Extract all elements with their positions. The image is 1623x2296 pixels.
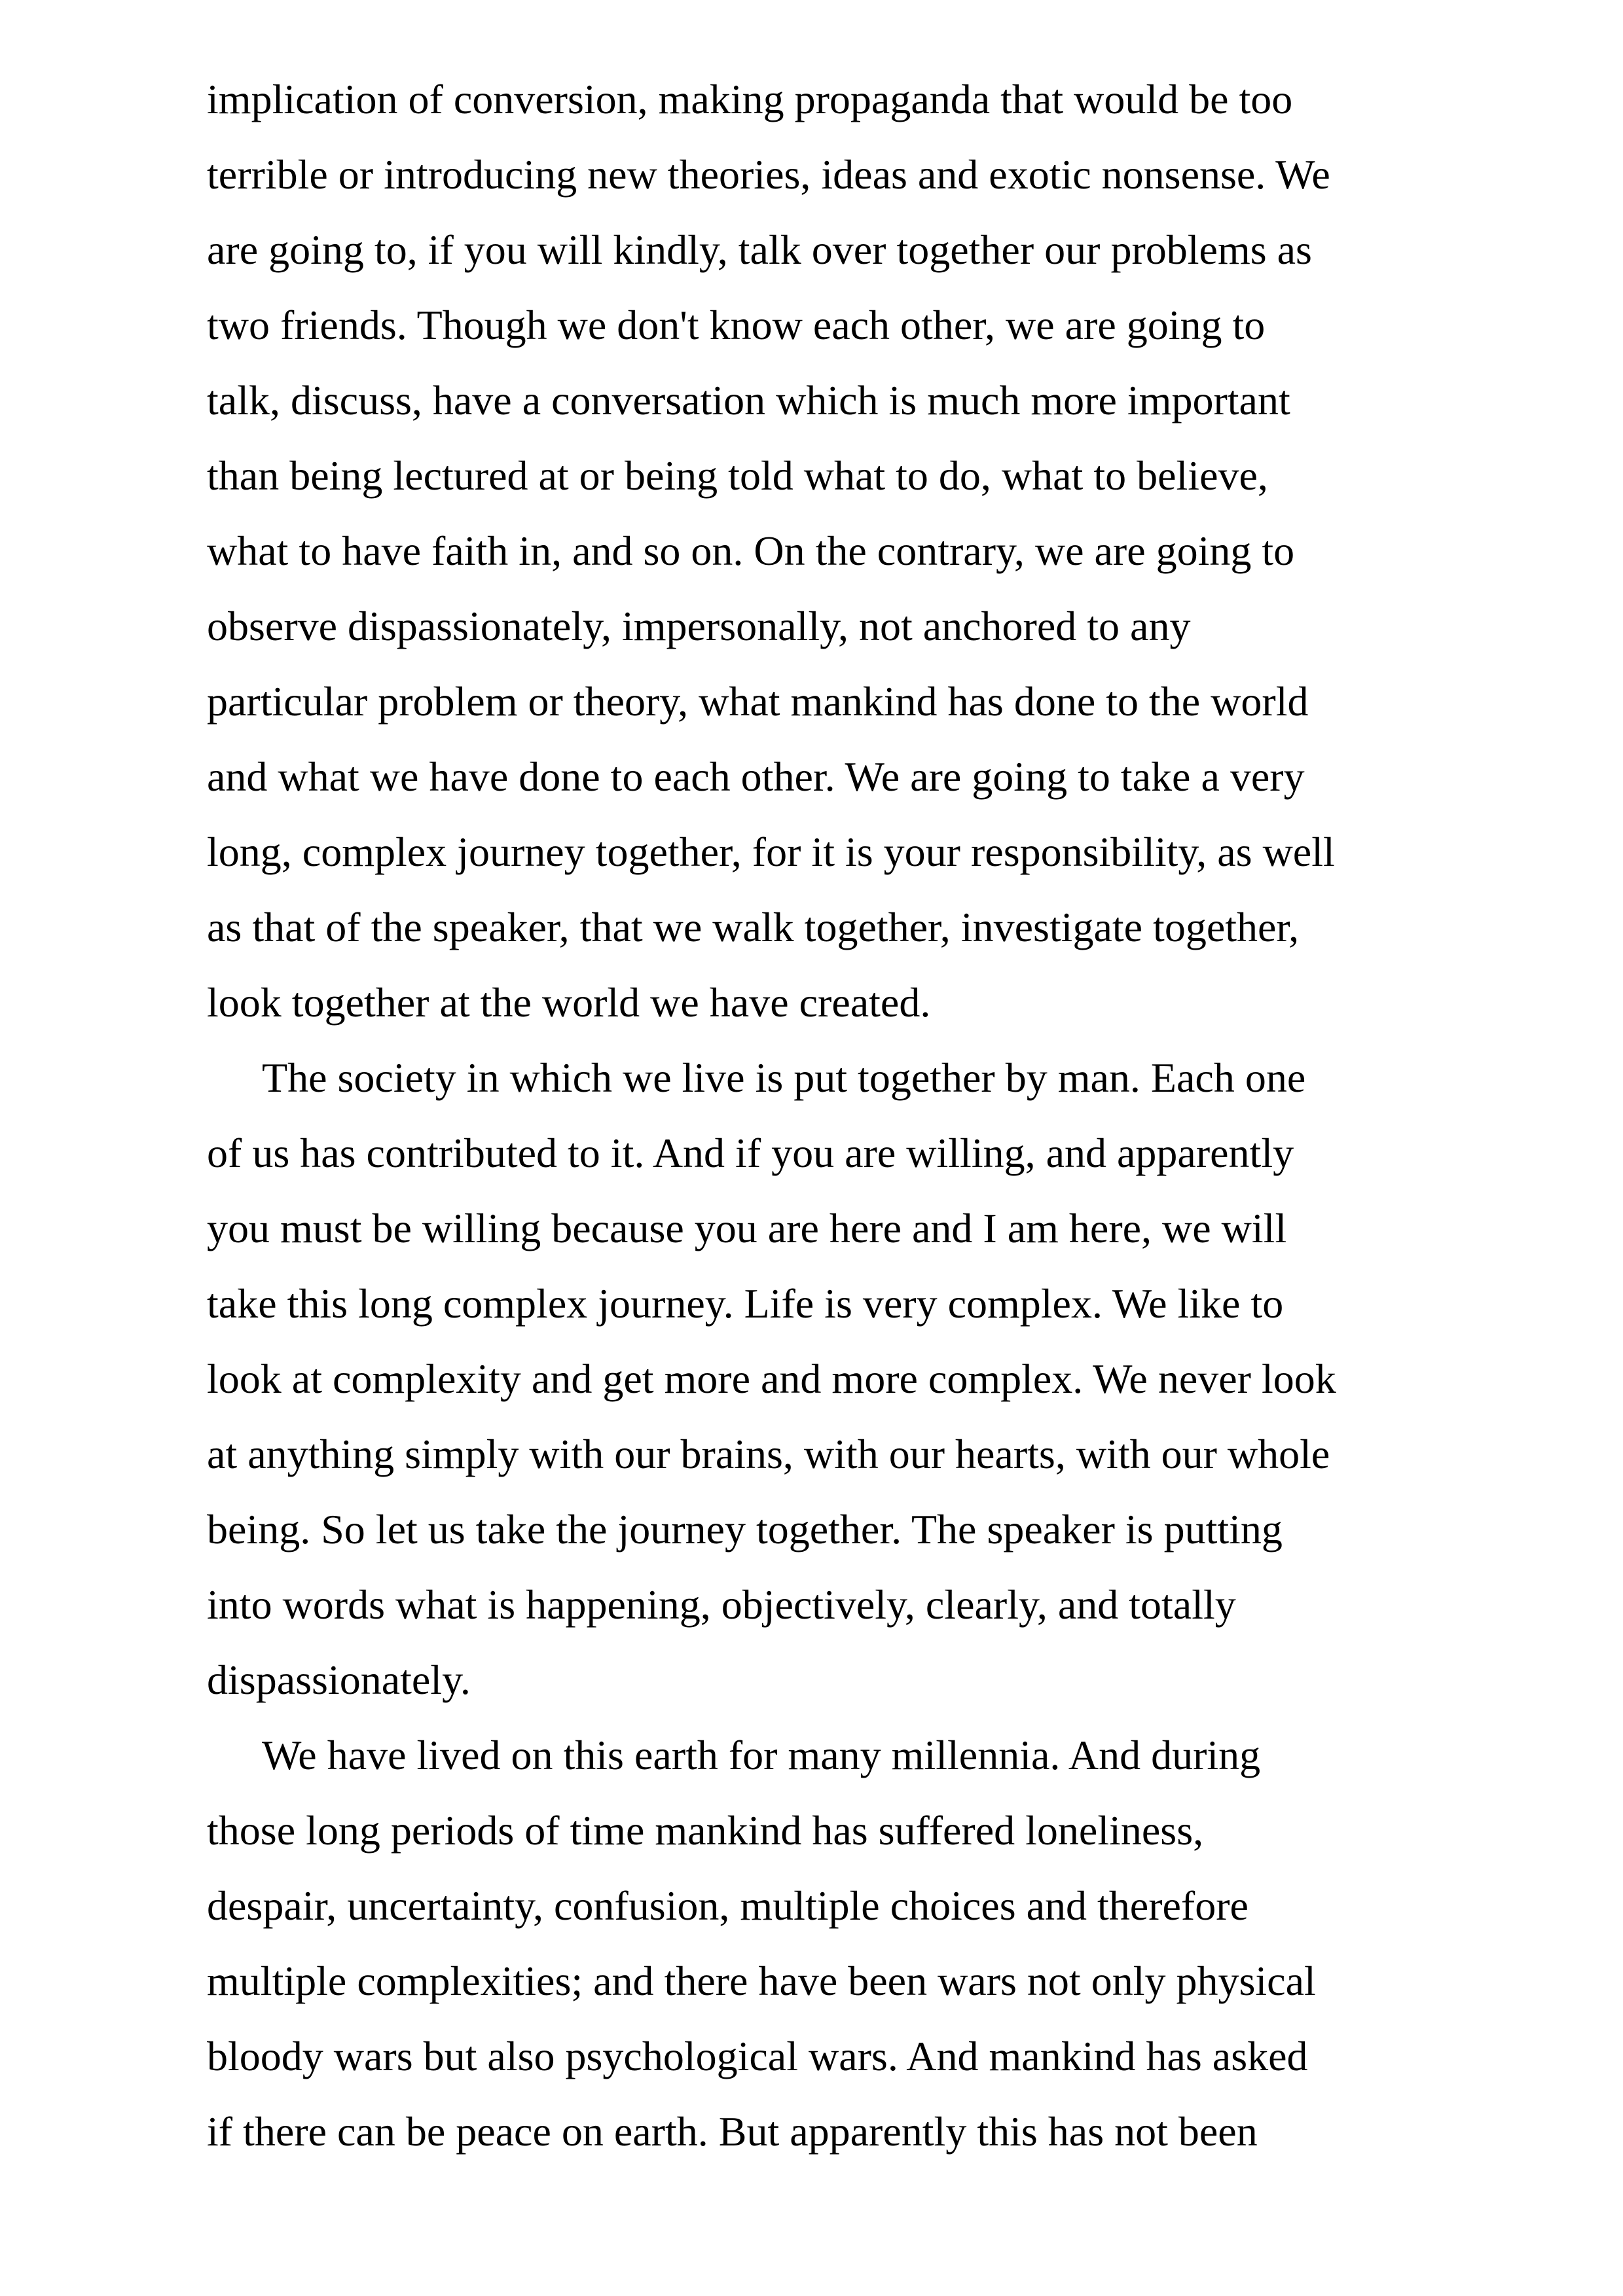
text-line: implication of conversion, making propaganda that would be too — [207, 76, 1293, 122]
body-text — [207, 73, 1451, 2181]
text-line: those long periods of time mankind has suffered loneliness, — [207, 1807, 1204, 1854]
text-line: being. So let us take the journey together. The speaker is putting — [207, 1506, 1283, 1552]
text-line: terrible or introducing new theories, ideas and exotic nonsense. We — [207, 151, 1330, 198]
text-line: into words what is happening, objectively, clearly, and totally — [207, 1581, 1236, 1628]
text-line: what to have faith in, and so on. On the contrary, we are going to — [207, 528, 1295, 574]
text-line: bloody wars but also psychological wars. And mankind has asked — [207, 2033, 1308, 2079]
text-line: two friends. Though we don't know each other, we are going to — [207, 302, 1266, 348]
paragraph-first-line: The society in which we live is put together by man. Each one — [262, 1054, 1306, 1101]
text-line: dispassionately. — [207, 1657, 471, 1703]
text-line: take this long complex journey. Life is very complex. We like to — [207, 1280, 1284, 1327]
text-line: multiple complexities; and there have been wars not only physical — [207, 1958, 1316, 2004]
text-line: if there can be peace on earth. But apparently this has not been — [207, 2108, 1258, 2155]
text-line: look together at the world we have created. — [207, 979, 931, 1026]
text-line: long, complex journey together, for it is your responsibility, as well — [207, 829, 1335, 875]
text-line: as that of the speaker, that we walk together, investigate together, — [207, 904, 1300, 950]
text-line: than being lectured at or being told what to do, what to believe, — [207, 452, 1268, 499]
text-line: talk, discuss, have a conversation which is much more important — [207, 377, 1290, 423]
text-line: despair, uncertainty, confusion, multiple choices and therefore — [207, 1882, 1249, 1929]
text-line: look at complexity and get more and more complex. We never look — [207, 1355, 1336, 1402]
text-line: observe dispassionately, impersonally, not anchored to any — [207, 603, 1191, 649]
text-line: particular problem or theory, what mankind has done to the world — [207, 678, 1309, 725]
text-line: at anything simply with our brains, with our hearts, with our whole — [207, 1431, 1330, 1477]
text-line: and what we have done to each other. We are going to take a very — [207, 753, 1305, 800]
text-line: you must be willing because you are here and I am here, we will — [207, 1205, 1287, 1251]
text-line: are going to, if you will kindly, talk over together our problems as — [207, 226, 1312, 273]
paragraph-first-line: We have lived on this earth for many millennia. And during — [262, 1732, 1261, 1778]
text-line: of us has contributed to it. And if you are willing, and apparently — [207, 1130, 1294, 1176]
